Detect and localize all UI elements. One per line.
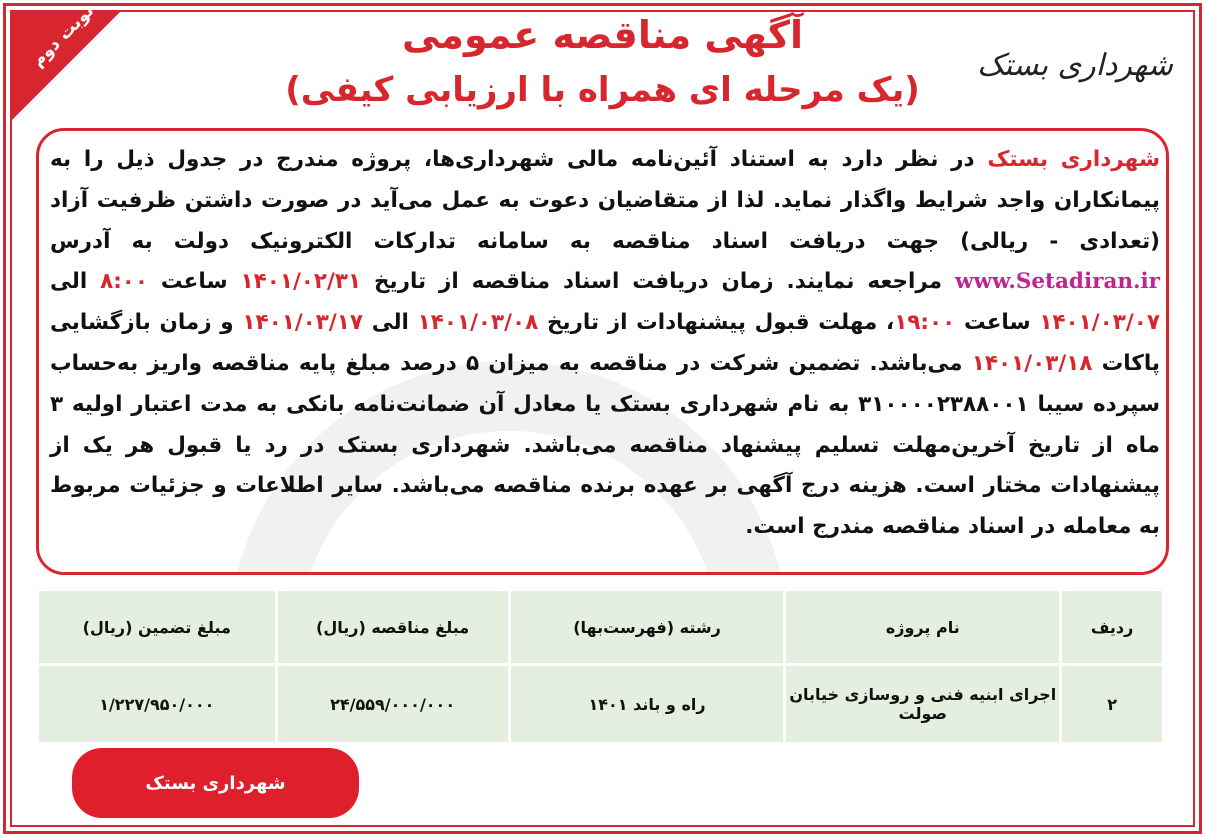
bid-end-date: ۱۴۰۱/۰۳/۱۷	[242, 310, 364, 336]
doc-start-time: ۸:۰۰	[100, 269, 149, 295]
cell-category: راه و باند ۱۴۰۱	[509, 665, 785, 744]
projects-table	[36, 588, 1165, 745]
body-text-5: ساعت	[955, 310, 1040, 336]
body-text-6: ، مهلت قبول پیشنهادات از تاریخ	[538, 310, 895, 336]
page-subtitle: (یک مرحله ای همراه با ارزیابی کیفی)	[285, 70, 920, 110]
body-text-3: ساعت	[148, 269, 241, 295]
table-header-row	[38, 590, 1164, 665]
body-text-2: مراجعه نمایند. زمان دریافت اسناد مناقصه از تاریخ	[361, 269, 955, 295]
page-title: آگهی مناقصه عمومی	[401, 13, 804, 57]
body-text-7: الی	[363, 310, 418, 336]
cell-tender-amount: ۲۴/۵۵۹/۰۰۰/۰۰۰	[276, 665, 509, 744]
corner-badge: نوبت دوم	[27, 0, 99, 72]
notice-body	[50, 140, 1160, 548]
municipality-name: شهرداری بستک	[987, 147, 1160, 172]
signature-badge: شهرداری بستک	[72, 748, 359, 818]
cell-row-number: ۲	[1061, 665, 1164, 744]
header-project-name: نام پروژه	[785, 590, 1061, 665]
cell-guarantee-amount: ۱/۲۲۷/۹۵۰/۰۰۰	[38, 665, 277, 744]
website-link[interactable]: www.Setadiran.ir	[955, 269, 1160, 295]
opening-date: ۱۴۰۱/۰۳/۱۸	[971, 350, 1093, 376]
body-text-9: می‌باشد. تضمین شرکت در مناقصه به میزان ۵ درصد مبلغ پایه مناقصه واریز به‌حساب سپرده سیبا ۳۱۰۰۰۰۲۳۸۸۰۰۱ به نام شهرداری بستک یا معادل آن ضمانت‌نامه بانکی به مدت اعتبار اولیه ۳ ماه از تاریخ آخرین‌مهلت تسلیم پیشنهاد مناقصه می‌باشد. شهرداری بستک در رد یا قبول هر یک از پیشنهادات مختار است. هزینه درج آگهی بر عهده برنده مناقصه می‌باشد. سایر اطلاعات و جزئیات مربوط به معامله در اسناد مناقصه مندرج است.	[50, 350, 1160, 540]
body-text-1: در نظر دارد به استناد آئین‌نامه مالی شهرداری‌ها، پروژه مندرج در جدول ذیل را به پیمانکاران واجد شرایط واگذار نماید. لذا از متقاضیان دعوت به عمل می‌آید در صورت داشتن ظرفیت آزاد (تعدادی - ریالی) جهت دریافت اسناد مناقصه به سامانه تدارکات الکترونیک دولت به آدرس	[50, 147, 1160, 254]
municipality-logo: شهرداری بستک	[977, 48, 1173, 83]
header-row-number: ردیف	[1061, 590, 1164, 665]
header-tender-amount: مبلغ مناقصه (ریال)	[276, 590, 509, 665]
doc-end-date: ۱۴۰۱/۰۳/۰۷	[1039, 310, 1160, 336]
table-row	[38, 665, 1164, 744]
doc-start-date: ۱۴۰۱/۰۲/۳۱	[240, 269, 362, 295]
doc-end-time: ۱۹:۰۰	[894, 310, 956, 336]
body-text-8: و زمان بازگشایی پاکات	[50, 310, 1161, 376]
cell-project-name: اجرای ابنیه فنی و روسازی خیابان صولت	[785, 665, 1061, 744]
bid-start-date: ۱۴۰۱/۰۳/۰۸	[417, 310, 539, 336]
body-text-4: الی	[50, 269, 101, 295]
header-category: رشته (فهرست‌بها)	[509, 590, 785, 665]
header-guarantee-amount: مبلغ تضمین (ریال)	[38, 590, 277, 665]
